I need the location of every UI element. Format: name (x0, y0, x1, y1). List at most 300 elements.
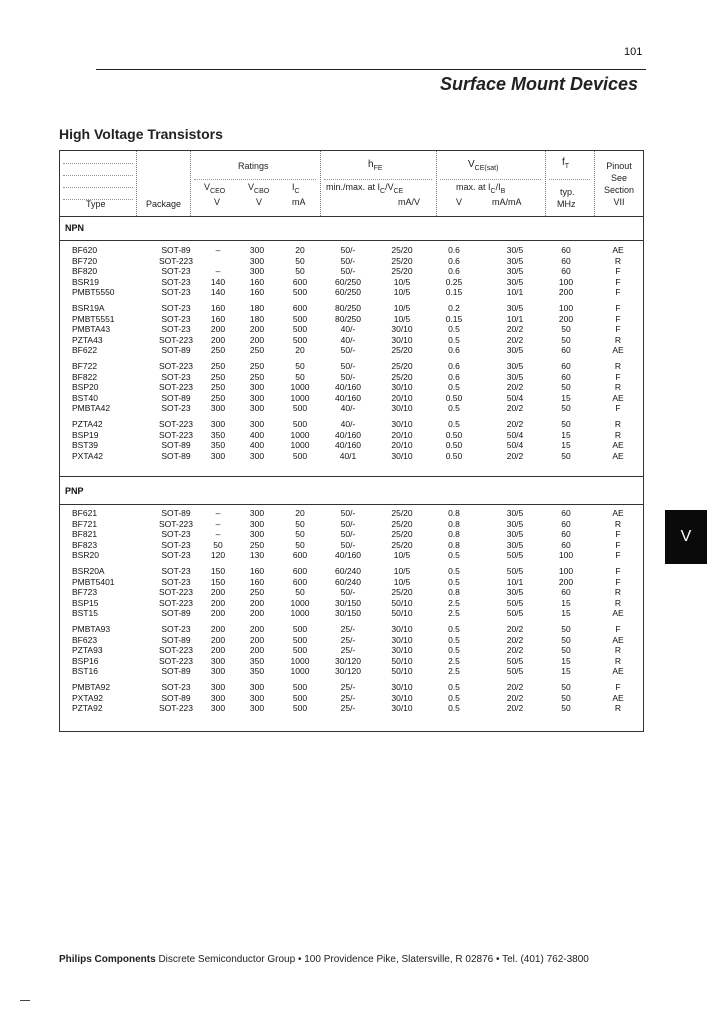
table-row (60, 256, 643, 267)
table-row (60, 430, 643, 441)
header-separator (190, 151, 191, 216)
cell-type: BF721 (72, 518, 98, 529)
header-rule-bottom (60, 216, 643, 217)
cell-pinout: R (614, 418, 622, 429)
cell-hfe: 30/120 (335, 655, 361, 666)
header-vcesat: $V_{CE(sat)}$ (468, 159, 499, 172)
header-ft: $f_T$ (562, 157, 570, 170)
cell-pinout: AE (612, 245, 624, 255)
cell-hfe-condition: 30/10 (391, 634, 413, 645)
cell-vcesat: 0.5 (448, 703, 460, 714)
table-row (60, 624, 643, 635)
cell-vcesat: 0.5 (448, 634, 460, 645)
cell-vceo: – (215, 529, 221, 540)
cell-package: SOT-23 (161, 276, 191, 287)
cell-vcesat: 0.6 (448, 266, 460, 277)
cell-package: SOT-223 (158, 360, 194, 371)
header-vcbo-unit: V (256, 197, 263, 207)
cell-ft: 60 (561, 266, 571, 277)
cell-pinout: F (615, 302, 621, 313)
cell-vcesat: 0.8 (448, 508, 460, 518)
section-tab-marker: V (665, 510, 707, 564)
cell-package: SOT-23 (161, 681, 191, 692)
cell-pinout: R (614, 334, 622, 345)
cell-package: SOT-89 (161, 450, 191, 461)
cell-vcbo: 160 (249, 576, 265, 587)
cell-type: BST15 (72, 608, 98, 619)
table-row (60, 540, 643, 551)
cell-hfe: 50/- (340, 587, 356, 598)
cell-ic: 1000 (290, 608, 310, 619)
cell-vceo: 250 (210, 360, 226, 371)
cell-vcbo: 160 (249, 287, 265, 298)
cell-type: BF823 (72, 539, 98, 550)
cell-ft: 50 (561, 382, 571, 393)
cell-pinout: AE (612, 608, 624, 619)
cell-type: BSR20 (72, 550, 99, 561)
cell-ft: 200 (558, 287, 574, 298)
cell-vcesat: 0.8 (448, 587, 460, 598)
cell-ic: 500 (292, 634, 308, 645)
cell-type: BF722 (72, 360, 98, 371)
cell-vcbo: 300 (249, 703, 265, 714)
cell-package: SOT-23 (161, 539, 191, 550)
cell-vcbo: 200 (249, 634, 265, 645)
cell-vcbo: 300 (249, 245, 265, 255)
cell-hfe: 40/160 (335, 392, 361, 403)
cell-vcesat: 0.5 (448, 334, 460, 345)
header-dotted-line (63, 175, 133, 176)
cell-type: PZTA93 (72, 645, 103, 656)
cell-vcesat: 0.50 (445, 450, 463, 461)
cell-vcbo: 300 (249, 518, 265, 529)
cell-hfe: 50/- (340, 508, 356, 518)
cell-ft: 50 (561, 681, 571, 692)
cell-pinout: F (615, 539, 621, 550)
cell-vcesat: 0.8 (448, 518, 460, 529)
cell-ft: 15 (561, 608, 571, 619)
table-row (60, 577, 643, 588)
cell-ic: 500 (292, 418, 308, 429)
cell-package: SOT-23 (161, 550, 191, 561)
cell-hfe-condition: 10/5 (393, 287, 411, 298)
cell-vcesat: 0.5 (448, 692, 460, 703)
header-hfe-condition: min./max. at $I_C/V_{CE}$ (326, 182, 404, 195)
cell-vcbo: 350 (249, 655, 265, 666)
cell-vcbo: 250 (249, 345, 265, 356)
cell-hfe-condition: 50/10 (391, 666, 413, 677)
cell-hfe-condition: 50/10 (391, 608, 413, 619)
cell-pinout: F (615, 681, 621, 692)
cell-vcesat: 0.5 (448, 382, 460, 393)
cell-ic: 1000 (290, 440, 310, 451)
cell-ic: 500 (292, 324, 308, 335)
cell-ic: 50 (295, 518, 305, 529)
cell-ft: 200 (558, 313, 574, 324)
cell-pinout: AE (612, 440, 624, 451)
header-vcesat-unit-v: V (456, 197, 463, 207)
cell-vcesat-condition: 50/5 (506, 597, 524, 608)
cell-ic: 1000 (290, 392, 310, 403)
cell-type: BSR19A (72, 302, 105, 313)
cell-type: PMBTA42 (72, 403, 111, 414)
cell-vcesat: 0.50 (445, 392, 463, 403)
cell-vcesat-condition: 50/4 (506, 392, 524, 403)
cell-type: BSP16 (72, 655, 99, 666)
cell-ic: 1000 (290, 597, 310, 608)
cell-type: BF821 (72, 529, 98, 540)
cell-vceo: 120 (210, 550, 226, 561)
cell-ft: 50 (561, 324, 571, 335)
cell-ic: 600 (292, 550, 308, 561)
cell-hfe: 40/- (340, 418, 356, 429)
cell-package: SOT-89 (161, 245, 191, 255)
cell-hfe-condition: 50/10 (391, 655, 413, 666)
section-title: High Voltage Transistors (59, 126, 223, 142)
cell-package: SOT-89 (161, 608, 191, 619)
cell-vcbo: 200 (249, 597, 265, 608)
table-row (60, 451, 643, 462)
cell-hfe: 25/- (340, 623, 356, 634)
cell-hfe-condition: 10/5 (393, 576, 411, 587)
cell-ic: 1000 (290, 666, 310, 677)
cell-package: SOT-223 (158, 334, 194, 345)
cell-vceo: – (215, 245, 221, 255)
cell-vcesat-condition: 30/5 (506, 360, 524, 371)
cell-vcesat: 0.50 (445, 440, 463, 451)
cell-vceo: 140 (210, 276, 226, 287)
table-row (60, 303, 643, 314)
cell-vceo: – (215, 518, 221, 529)
cell-vcesat-condition: 20/2 (506, 418, 524, 429)
table-row (60, 693, 643, 704)
cell-vcesat-condition: 50/4 (506, 440, 524, 451)
cell-hfe-condition: 25/20 (391, 345, 413, 356)
table-row (60, 587, 643, 598)
cell-vcesat-condition: 20/2 (506, 681, 524, 692)
footer-company: Philips Components (59, 954, 156, 965)
cell-package: SOT-23 (161, 287, 191, 298)
cell-vceo: 300 (210, 450, 226, 461)
cell-hfe-condition: 30/10 (391, 681, 413, 692)
cell-hfe: 40/160 (335, 429, 361, 440)
cell-hfe-condition: 30/10 (391, 645, 413, 656)
cell-vcbo: 130 (249, 550, 265, 561)
cell-vcesat-condition: 20/2 (506, 324, 524, 335)
pnp-rows (60, 508, 643, 714)
cell-type: PZTA42 (72, 418, 103, 429)
cell-hfe-condition: 25/20 (391, 529, 413, 540)
header-type: Type (86, 199, 106, 209)
cell-hfe-condition: 30/10 (391, 623, 413, 634)
cell-ft: 50 (561, 703, 571, 714)
cell-vceo: 200 (210, 324, 226, 335)
cell-vcbo: 300 (249, 681, 265, 692)
cell-type: PMBTA92 (72, 681, 111, 692)
cell-vcesat-condition: 30/5 (506, 245, 524, 255)
cell-vcesat: 0.2 (448, 302, 460, 313)
cell-vcesat-condition: 20/2 (506, 334, 524, 345)
cell-package: SOT-89 (161, 392, 191, 403)
cell-vceo: 250 (210, 382, 226, 393)
cell-vcbo: 200 (249, 608, 265, 619)
cell-ic: 50 (295, 371, 305, 382)
cell-pinout: AE (612, 345, 624, 356)
cell-package: SOT-23 (161, 266, 191, 277)
cell-vceo: – (215, 266, 221, 277)
cell-vcbo: 200 (249, 645, 265, 656)
cell-type: PMBTA43 (72, 324, 111, 335)
footer-address-text: Discrete Semiconductor Group • 100 Providence Pike, Slatersville, R 02876 • Tel. (401) 762-3800 (155, 954, 589, 965)
cell-pinout: F (615, 371, 621, 382)
cell-ft: 50 (561, 403, 571, 414)
cell-package: SOT-23 (161, 324, 191, 335)
table-row (60, 508, 643, 519)
cell-vcesat: 0.50 (445, 429, 463, 440)
cell-hfe: 40/160 (335, 550, 361, 561)
cell-hfe-condition: 30/10 (391, 324, 413, 335)
cell-vcbo: 300 (249, 450, 265, 461)
cell-vcesat-condition: 30/5 (506, 255, 524, 266)
cell-package: SOT-89 (161, 345, 191, 356)
cell-vceo: 250 (210, 345, 226, 356)
cell-package: SOT-23 (161, 565, 191, 576)
cell-type: BF623 (72, 634, 98, 645)
cell-vcesat: 0.5 (448, 418, 460, 429)
cell-vcesat-condition: 50/5 (506, 666, 524, 677)
header-dotted-line (194, 179, 316, 180)
cell-package: SOT-223 (158, 255, 194, 266)
header-separator (436, 151, 437, 216)
cell-pinout: R (614, 587, 622, 598)
cell-type: BF620 (72, 245, 98, 255)
table-row (60, 608, 643, 619)
cell-vcbo: 350 (249, 666, 265, 677)
header-vcesat-unit-ma: mA/mA (492, 197, 522, 207)
cell-vcbo: 400 (249, 429, 265, 440)
header-separator (594, 151, 595, 216)
cell-hfe-condition: 25/20 (391, 245, 413, 255)
cell-ft: 15 (561, 597, 571, 608)
cell-vcbo: 200 (249, 623, 265, 634)
cell-ft: 50 (561, 634, 571, 645)
cell-ft: 50 (561, 692, 571, 703)
cell-pinout: R (614, 597, 622, 608)
table-row (60, 266, 643, 277)
cell-hfe: 60/240 (335, 576, 361, 587)
cell-ic: 20 (295, 245, 305, 255)
cell-vcesat-condition: 20/2 (506, 692, 524, 703)
cell-vcbo: 160 (249, 565, 265, 576)
cell-package: SOT-223 (158, 655, 194, 666)
cell-hfe: 50/- (340, 245, 356, 255)
cell-ft: 15 (561, 666, 571, 677)
cell-ic: 600 (292, 302, 308, 313)
cell-type: BST16 (72, 666, 98, 677)
cell-vcesat-condition: 30/5 (506, 508, 524, 518)
table-row (60, 314, 643, 325)
cell-hfe: 50/- (340, 539, 356, 550)
cell-vcesat: 0.6 (448, 245, 460, 255)
cell-vcbo: 300 (249, 508, 265, 518)
cell-vcesat-condition: 30/5 (506, 587, 524, 598)
pnp-group-label: PNP (65, 486, 84, 496)
cell-ft: 100 (558, 550, 574, 561)
cell-vcesat: 0.5 (448, 576, 460, 587)
cell-vcesat-condition: 20/2 (506, 450, 524, 461)
cell-pinout: R (614, 655, 622, 666)
cell-vcesat: 2.5 (448, 608, 460, 619)
cell-vcbo: 180 (249, 313, 265, 324)
cell-pinout: R (614, 255, 622, 266)
table-row (60, 703, 643, 714)
cell-type: BF820 (72, 266, 98, 277)
cell-vceo: 200 (210, 634, 226, 645)
cell-vceo: – (215, 508, 221, 518)
cell-pinout: AE (612, 508, 624, 518)
header-ic-unit: mA (292, 197, 306, 207)
cell-vceo: 300 (210, 681, 226, 692)
cell-type: PXTA42 (72, 450, 104, 461)
cell-pinout: F (615, 403, 621, 414)
cell-vceo: 200 (210, 623, 226, 634)
cell-pinout: R (614, 360, 622, 371)
cell-ic: 600 (292, 276, 308, 287)
cell-hfe-condition: 25/20 (391, 255, 413, 266)
cell-ic: 500 (292, 692, 308, 703)
cell-vcesat: 0.5 (448, 403, 460, 414)
cell-vcesat: 0.25 (445, 276, 463, 287)
cell-type: BSP20 (72, 382, 99, 393)
cell-vcesat: 0.15 (445, 287, 463, 298)
cell-type: BST39 (72, 440, 98, 451)
cell-vcbo: 250 (249, 371, 265, 382)
cell-package: SOT-23 (161, 576, 191, 587)
cell-vcbo: 300 (249, 255, 265, 266)
cell-vcbo: 300 (249, 392, 265, 403)
cell-package: SOT-223 (158, 597, 194, 608)
cell-vcesat-condition: 50/5 (506, 550, 524, 561)
cell-ic: 50 (295, 266, 305, 277)
cell-ic: 500 (292, 313, 308, 324)
table-row (60, 598, 643, 609)
cell-vceo: 350 (210, 429, 226, 440)
npn-rows (60, 245, 643, 461)
cell-vcesat: 0.8 (448, 529, 460, 540)
cell-vcbo: 200 (249, 324, 265, 335)
cell-package: SOT-23 (161, 371, 191, 382)
table-row (60, 393, 643, 404)
cell-type: PMBT5401 (72, 576, 115, 587)
table-row (60, 682, 643, 693)
cell-hfe: 40/- (340, 324, 356, 335)
page-title: Surface Mount Devices (440, 74, 639, 94)
pnp-rule-top (60, 476, 643, 477)
cell-hfe-condition: 10/5 (393, 302, 411, 313)
header-separator (136, 151, 137, 216)
header-rule (96, 69, 646, 70)
cell-vcesat-condition: 10/1 (506, 287, 524, 298)
table-row (60, 324, 643, 335)
cell-vcbo: 300 (249, 529, 265, 540)
cell-hfe: 25/- (340, 703, 356, 714)
cell-vcesat-condition: 50/4 (506, 429, 524, 440)
cell-type: BSR19 (72, 276, 99, 287)
cell-hfe-condition: 25/20 (391, 518, 413, 529)
cell-package: SOT-89 (161, 692, 191, 703)
cell-vceo: 200 (210, 587, 226, 598)
table-row (60, 372, 643, 383)
header-dotted-line (324, 179, 432, 180)
cell-package: SOT-23 (161, 623, 191, 634)
table-row (60, 519, 643, 530)
cell-hfe-condition: 30/10 (391, 418, 413, 429)
cell-vcesat: 0.15 (445, 313, 463, 324)
cell-type: BF822 (72, 371, 98, 382)
cell-vceo: 200 (210, 608, 226, 619)
cell-vcesat-condition: 50/5 (506, 608, 524, 619)
cell-type: BF720 (72, 255, 98, 266)
cell-ic: 500 (292, 334, 308, 345)
cell-ft: 15 (561, 392, 571, 403)
table-row (60, 403, 643, 414)
header-dotted-line (549, 179, 590, 180)
cell-vcesat-condition: 10/1 (506, 313, 524, 324)
cell-pinout: F (615, 276, 621, 287)
cell-package: SOT-223 (158, 645, 194, 656)
cell-vcbo: 180 (249, 302, 265, 313)
cell-vceo: 150 (210, 565, 226, 576)
cell-hfe-condition: 25/20 (391, 360, 413, 371)
cell-ic: 50 (295, 539, 305, 550)
pnp-rule (60, 504, 643, 505)
cell-ic: 500 (292, 645, 308, 656)
header-pinout-vii: VII (613, 197, 625, 207)
cell-ft: 60 (561, 508, 571, 518)
cell-package: SOT-23 (161, 302, 191, 313)
cell-vcesat-condition: 30/5 (506, 529, 524, 540)
cell-ft: 50 (561, 418, 571, 429)
cell-hfe: 40/1 (339, 450, 357, 461)
cell-hfe-condition: 10/5 (393, 550, 411, 561)
cell-vceo: 300 (210, 403, 226, 414)
header-package: Package (146, 199, 182, 209)
cell-ic: 1000 (290, 382, 310, 393)
cell-pinout: R (614, 518, 622, 529)
cell-ft: 50 (561, 623, 571, 634)
cell-vcesat: 0.5 (448, 550, 460, 561)
cell-ic: 500 (292, 623, 308, 634)
cell-vcesat: 0.6 (448, 360, 460, 371)
npn-group-label: NPN (65, 223, 85, 233)
cell-hfe: 30/150 (335, 597, 361, 608)
cell-ft: 50 (561, 645, 571, 656)
cell-package: SOT-89 (161, 508, 191, 518)
cell-pinout: F (615, 313, 621, 324)
cell-hfe-condition: 25/20 (391, 371, 413, 382)
cell-hfe-condition: 30/10 (391, 334, 413, 345)
cell-hfe-condition: 10/5 (393, 313, 411, 324)
cell-pinout: AE (612, 666, 624, 677)
cell-pinout: F (615, 623, 621, 634)
cell-type: BSP15 (72, 597, 99, 608)
cell-hfe: 25/- (340, 681, 356, 692)
header-vceo-unit: V (214, 197, 221, 207)
cell-vcesat-condition: 50/5 (506, 565, 524, 576)
cell-ft: 100 (558, 302, 574, 313)
cell-vcbo: 300 (249, 692, 265, 703)
cell-hfe: 50/- (340, 518, 356, 529)
